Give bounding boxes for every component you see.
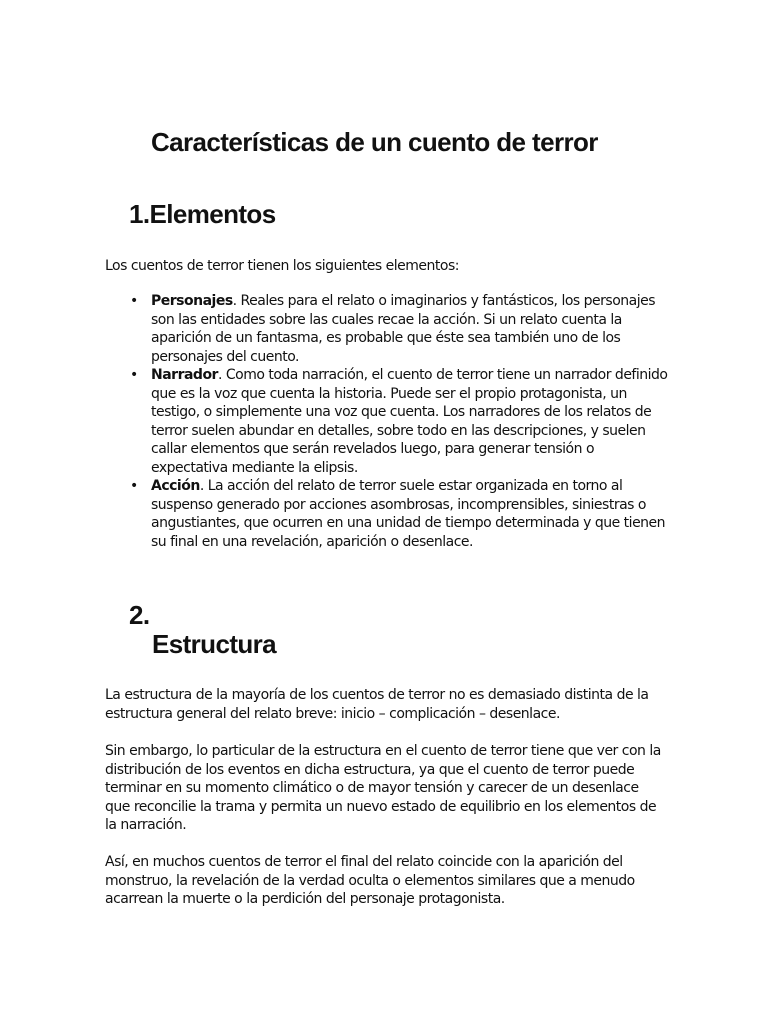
list-item [130, 477, 671, 551]
list-item-text: . Reales para el relato o imaginarios y fantásticos, los personajes son las entidades sobre las cuales recae la acción. Si un relato cuenta la aparición de un fantasma, es probable que éste sea también uno de los personajes del cuento. [151, 293, 656, 365]
document-title: Características de un cuento de terror [151, 127, 598, 157]
bullet-icon: • [130, 293, 138, 309]
bullet-icon: • [130, 367, 138, 383]
list-item [130, 292, 671, 366]
list-item [130, 366, 671, 477]
section-intro: Los cuentos de terror tienen los siguientes elementos: [105, 258, 459, 274]
elements-list [130, 292, 671, 551]
list-item-term: Personajes [151, 293, 233, 309]
paragraph: La estructura de la mayoría de los cuentos de terror no es demasiado distinta de la estructura general del relato breve: inicio – complicación – desenlace. [105, 687, 649, 722]
bullet-icon: • [130, 478, 138, 494]
paragraph: Así, en muchos cuentos de terror el final del relato coincide con la aparición del monstruo, la revelación de la verdad oculta o elementos similares que a menudo acarrean la muerte o la perdición del personaje protagonista. [105, 854, 635, 907]
list-item-term: Acción [151, 478, 200, 494]
list-item-text: . Como toda narración, el cuento de terror tiene un narrador definido que es la voz que cuenta la historia. Puede ser el propio protagonista, un testigo, o simplemente una voz que cuenta. Los narradores de los relatos de terror suelen abundar en detalles, sobre todo en las descripciones, y suelen callar elementos que serán revelados luego, para generar tensión o expectativa mediante la elipsis. [151, 367, 668, 476]
paragraph: Sin embargo, lo particular de la estructura en el cuento de terror tiene que ver con la distribución de los eventos en dicha estructura, ya que el cuento de terror puede terminar en su momento climático o de mayor tensión y carecer de un desenlace que reconcilie la trama y permita un nuevo estado de equilibrio en los elementos de la narración. [105, 743, 661, 833]
list-item-term: Narrador [151, 367, 218, 383]
section-number-estructura: 2. [129, 600, 150, 630]
section-heading-estructura: Estructura [152, 629, 277, 659]
list-item-text: . La acción del relato de terror suele estar organizada en torno al suspenso generado por acciones asombrosas, incomprensibles, siniestras o angustiantes, que ocurren en una unidad de tiempo determinada y que tienen su final en una revelación, aparición o desenlace. [151, 478, 666, 550]
section-heading-elementos: 1.Elementos [129, 199, 276, 229]
